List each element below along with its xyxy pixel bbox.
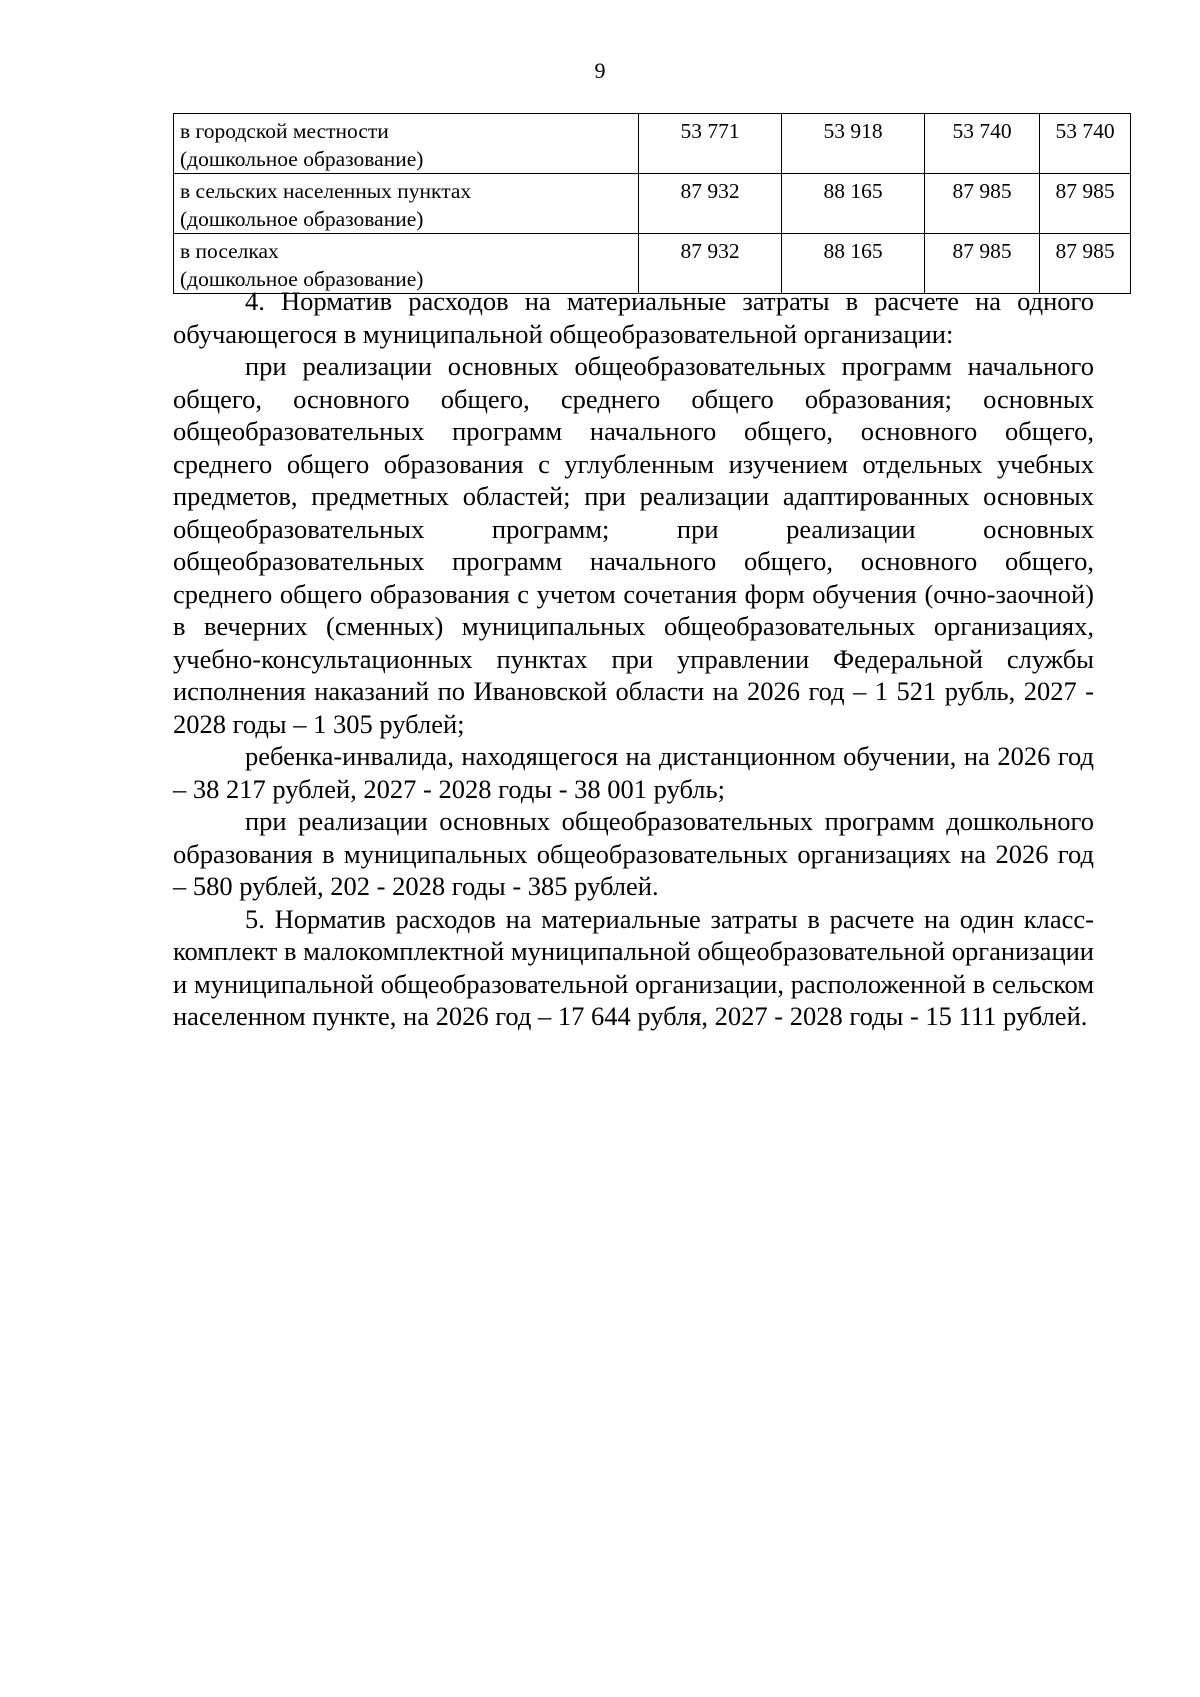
value-cell: 53 740 xyxy=(1040,114,1131,174)
value-cell: 87 985 xyxy=(1040,234,1131,294)
row-label-line: в городской местности xyxy=(180,119,389,143)
table-row xyxy=(174,174,1131,234)
value-cell: 87 932 xyxy=(639,234,782,294)
table-row xyxy=(174,114,1131,174)
value-cell: 53 918 xyxy=(782,114,925,174)
paragraph-item-5: 5. Норматив расходов на материальные затраты в расчете на один класс-комплект в малокомплектной муниципальной общеобразовательной организации и муниципальной общеобразовательной организации, расположенной в сельском населенном пункте, на 2026 год – 17 644 рубля, 2027 - 2028 годы - 15 111 рублей. xyxy=(173,903,1094,1031)
page-number: 9 xyxy=(594,58,606,83)
row-label-line: (дошкольное образование) xyxy=(180,207,424,231)
value-cell: 87 985 xyxy=(925,234,1040,294)
paragraph-preschool-programs: при реализации основных общеобразовательных программ дошкольного образования в муниципальных общеобразовательных организациях на 2026 год – 580 рублей, 202 - 2028 годы - 385 рублей. xyxy=(173,806,1094,901)
value-cell: 53 740 xyxy=(925,114,1040,174)
paragraph-item-4: 4. Норматив расходов на материальные затраты в расчете на одного обучающегося в муниципальной общеобразовательной организации: xyxy=(173,286,1094,349)
paragraph-basic-programs: при реализации основных общеобразовательных программ начального общего, основного общего, среднего общего образования; основных общеобразовательных программ начального общего, основного общего, среднего общего образования с углубленным изучением отдельных учебных предметов, предметных областей; при реализации адаптированных основных общеобразовательных программ; при реализации основных общеобразовательных программ начального общего, основного общего, среднего общего образования с учетом сочетания форм обучения (очно-заочной) в вечерних (сменных) муниципальных общеобразовательных организациях, учебно-консультационных пунктах при управлении Федеральной службы исполнения наказаний по Ивановской области на 2026 год – 1 521 рубль, 2027 - 2028 годы – 1 305 рублей; xyxy=(173,351,1094,739)
body-text xyxy=(173,285,1094,1033)
row-label-line: в поселках xyxy=(180,239,279,263)
row-label-cell xyxy=(174,174,639,234)
row-label-line: (дошкольное образование) xyxy=(180,267,424,291)
row-label-line: в сельских населенных пунктах xyxy=(180,179,472,203)
norms-table xyxy=(173,113,1131,294)
value-cell: 87 932 xyxy=(639,174,782,234)
row-label-line: (дошкольное образование) xyxy=(180,147,424,171)
row-label-cell xyxy=(174,114,639,174)
value-cell: 87 985 xyxy=(1040,174,1131,234)
value-cell: 53 771 xyxy=(639,114,782,174)
value-cell: 88 165 xyxy=(782,174,925,234)
value-cell: 88 165 xyxy=(782,234,925,294)
value-cell: 87 985 xyxy=(925,174,1040,234)
paragraph-disabled-child: ребенка-инвалида, находящегося на дистанционном обучении, на 2026 год – 38 217 рублей, 2027 - 2028 годы - 38 001 рубль; xyxy=(173,741,1094,804)
